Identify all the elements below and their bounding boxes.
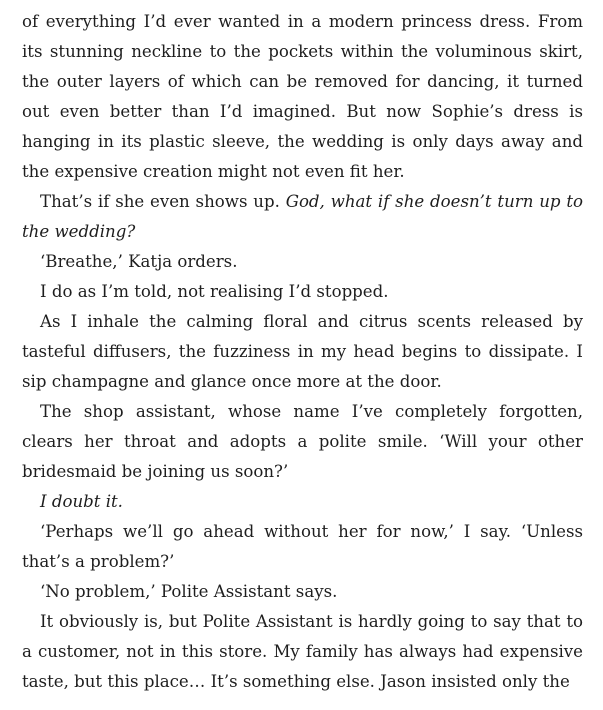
- paragraph: [22, 307, 583, 397]
- text-body: [22, 7, 583, 697]
- text-run: That’s if she even shows up.: [40, 192, 286, 211]
- paragraph: [22, 7, 583, 187]
- paragraph: [22, 517, 583, 577]
- paragraph: [22, 577, 583, 607]
- paragraph: [22, 487, 583, 517]
- text-run: ‘Perhaps we’ll go ahead without her for now,’ I say. ‘Unless that’s a problem?’: [22, 522, 583, 571]
- text-run: As I inhale the calming floral and citrus scents released by tasteful diffusers, the fuzziness in my head begins to dissipate. I sip champagne and glance once more at the door.: [22, 312, 583, 391]
- paragraph: [22, 247, 583, 277]
- text-run: ‘No problem,’ Polite Assistant says.: [40, 582, 338, 601]
- italic-text: I doubt it.: [40, 492, 123, 511]
- paragraph: [22, 607, 583, 697]
- text-run: ‘Breathe,’ Katja orders.: [40, 252, 238, 271]
- text-run: The shop assistant, whose name I’ve completely forgotten, clears her throat and adopts a polite smile. ‘Will your other bridesmaid be joining us soon?’: [22, 402, 583, 481]
- text-run: I do as I’m told, not realising I’d stopped.: [40, 282, 389, 301]
- paragraph: [22, 397, 583, 487]
- text-run: It obviously is, but Polite Assistant is hardly going to say that to a customer, not in this store. My family has always had expensive taste, but this place… It’s something else. Jason insisted only the: [22, 612, 583, 691]
- paragraph: [22, 277, 583, 307]
- paragraph: [22, 187, 583, 247]
- text-run: of everything I’d ever wanted in a modern princess dress. From its stunning neckline to the pockets within the voluminous skirt, the outer layers of which can be removed for dancing, it turned out even better than I’d imagined. But now Sophie’s dress is hanging in its plastic sleeve, the wedding is only days away and the expensive creation might not even fit her.: [22, 12, 583, 181]
- italic-text: God, what if she doesn’t turn up to the wedding?: [22, 192, 583, 241]
